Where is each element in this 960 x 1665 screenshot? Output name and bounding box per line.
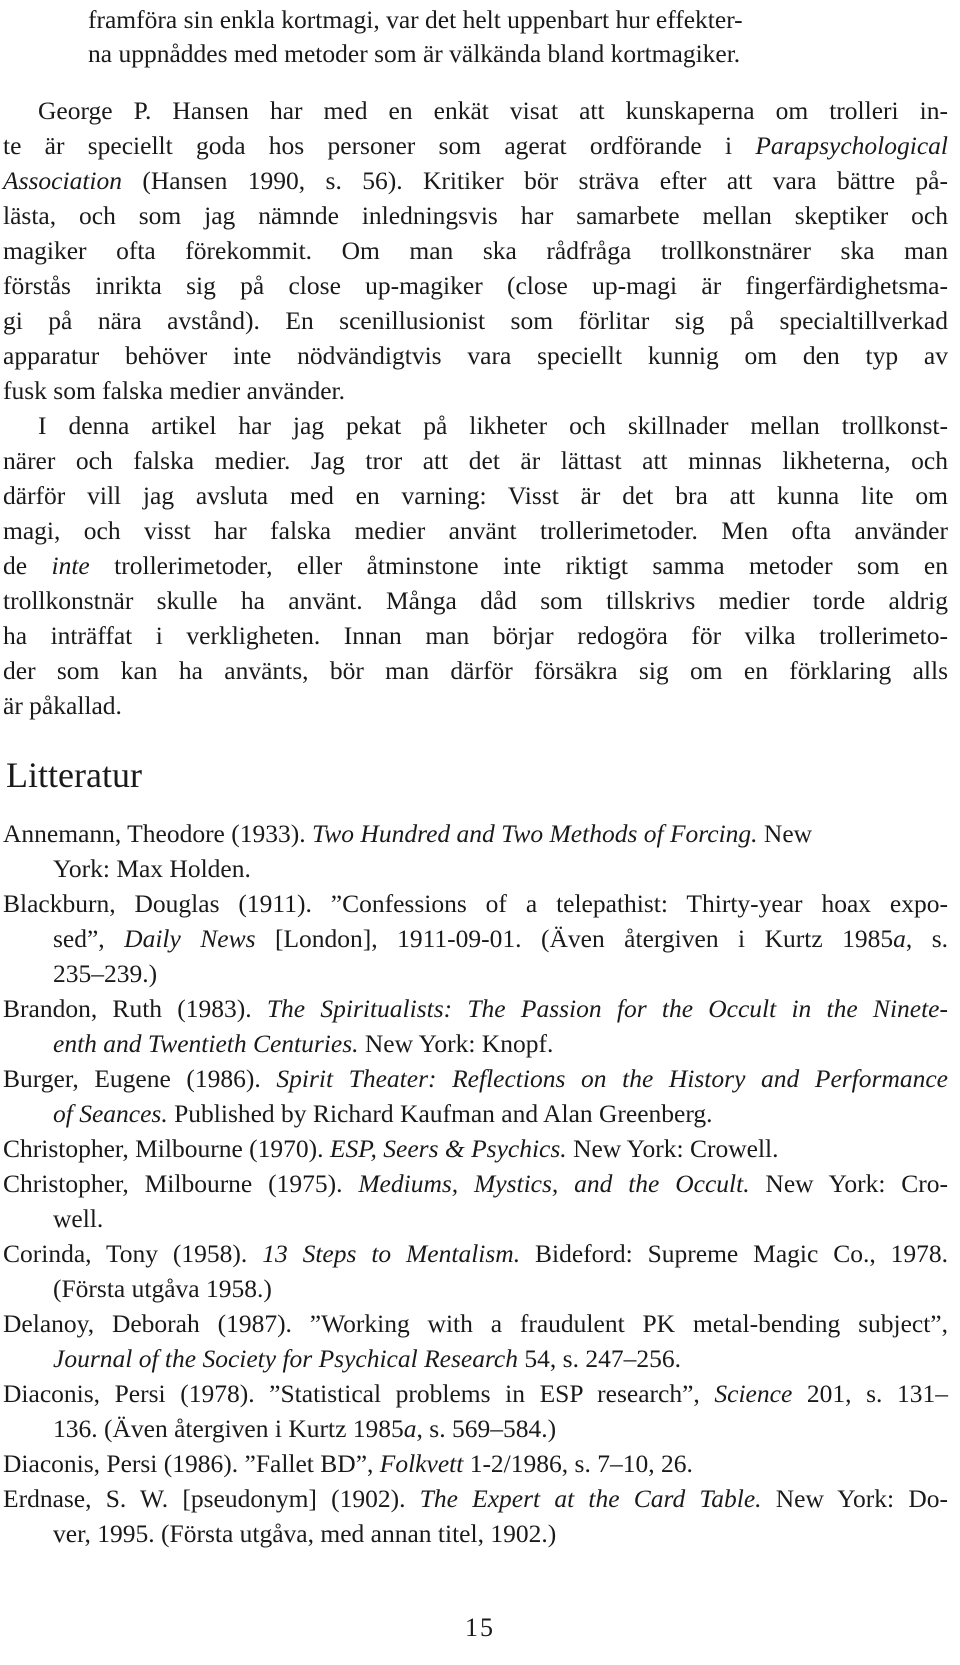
section-heading: Litteratur bbox=[6, 755, 142, 795]
page-number: 15 bbox=[465, 1613, 495, 1642]
italic-text-run: a bbox=[893, 924, 906, 953]
text-line bbox=[3, 513, 948, 549]
text-run: de bbox=[3, 551, 52, 580]
text-run: sed”, bbox=[53, 924, 125, 953]
text-run: na uppnåddes med metoder som är välkända bland kortmagiker. bbox=[88, 39, 741, 68]
text-run: 1-2/1986, s. 7–10, 26. bbox=[463, 1449, 693, 1478]
reference-line bbox=[53, 1411, 960, 1447]
text-run: New York: Cro- bbox=[749, 1169, 948, 1198]
text-run: närer och falska medier. Jag tror att det är lättast att minnas likheterna, och bbox=[3, 446, 948, 475]
text-run: är påkallad. bbox=[3, 691, 122, 720]
text-line bbox=[3, 443, 948, 479]
text-run: lästa, och som jag nämnde inledningsvis har samarbete mellan skeptiker och bbox=[3, 201, 948, 230]
reference-line bbox=[3, 1061, 948, 1097]
text-line bbox=[88, 2, 960, 38]
text-run: well. bbox=[53, 1204, 104, 1233]
text-run: därför vill jag avsluta med en varning: Visst är det bra att kunna lite om bbox=[3, 481, 948, 510]
text-run: Published by Richard Kaufman and Alan Greenberg. bbox=[167, 1099, 713, 1128]
text-line bbox=[3, 653, 948, 689]
text-run: Erdnase, S. W. [pseudonym] (1902). bbox=[3, 1484, 420, 1513]
text-run: Annemann, Theodore (1933). bbox=[3, 819, 312, 848]
text-line bbox=[3, 688, 960, 724]
italic-text-run: Parapsychological bbox=[755, 131, 948, 160]
reference-line bbox=[3, 1446, 960, 1482]
text-run: gi på nära avstånd). En scenillusionist som förlitar sig på specialtillverkad bbox=[3, 306, 948, 335]
text-run: (Första utgåva 1958.) bbox=[53, 1274, 272, 1303]
text-run: framföra sin enkla kortmagi, var det helt uppenbart hur effekter- bbox=[88, 5, 743, 34]
text-run: Diaconis, Persi (1986). ”Fallet BD”, bbox=[3, 1449, 380, 1478]
italic-text-run: Spirit Theater: Reflections on the History and Performance bbox=[276, 1064, 948, 1093]
text-run: New bbox=[757, 819, 813, 848]
text-run: förstås inrikta sig på close up-magiker (close up-magi är fingerfärdighetsma- bbox=[3, 271, 948, 300]
reference-line bbox=[3, 991, 948, 1027]
text-line bbox=[3, 618, 948, 654]
text-run: Brandon, Ruth (1983). bbox=[3, 994, 267, 1023]
text-line bbox=[3, 548, 948, 584]
reference-line bbox=[53, 956, 960, 992]
text-line bbox=[3, 268, 948, 304]
italic-text-run: Association bbox=[3, 166, 122, 195]
italic-text-run: Two Hundred and Two Methods of Forcing. bbox=[312, 819, 758, 848]
italic-text-run: Mediums, Mystics, and the Occult. bbox=[358, 1169, 750, 1198]
reference-line bbox=[3, 1236, 948, 1272]
italic-text-run: inte bbox=[51, 551, 90, 580]
text-run: Delanoy, Deborah (1987). ”Working with a fraudulent PK metal-bending subject”, bbox=[3, 1309, 948, 1338]
text-run: 235–239.) bbox=[53, 959, 158, 988]
text-run: New York: Do- bbox=[761, 1484, 948, 1513]
reference-line bbox=[53, 1341, 960, 1377]
text-run: Christopher, Milbourne (1975). bbox=[3, 1169, 359, 1198]
text-line bbox=[38, 93, 948, 129]
reference-line bbox=[53, 1201, 960, 1237]
text-run: York: Max Holden. bbox=[53, 854, 251, 883]
text-run: New York: Crowell. bbox=[566, 1134, 779, 1163]
reference-line bbox=[53, 921, 948, 957]
text-run: apparatur behöver inte nödvändigtvis vara speciellt kunnig om den typ av bbox=[3, 341, 948, 370]
text-run: magi, och visst har falska medier använt trollerimetoder. Men ofta använder bbox=[3, 516, 948, 545]
text-line bbox=[3, 233, 948, 269]
text-line bbox=[3, 373, 960, 409]
text-run: trollkonstnär skulle ha använt. Många dåd som tillskrivs medier torde aldrig bbox=[3, 586, 948, 615]
reference-line bbox=[53, 851, 960, 887]
text-line bbox=[3, 128, 948, 164]
italic-text-run: Science bbox=[714, 1379, 793, 1408]
text-run: Christopher, Milbourne (1970). bbox=[3, 1134, 330, 1163]
text-run: magiker ofta förekommit. Om man ska rådfråga trollkonstnärer ska man bbox=[3, 236, 948, 265]
text-run: 201, s. 131– bbox=[792, 1379, 948, 1408]
italic-text-run: Journal of the Society for Psychical Research bbox=[53, 1344, 519, 1373]
reference-line bbox=[3, 886, 948, 922]
text-run: ver, 1995. (Första utgåva, med annan titel, 1902.) bbox=[53, 1519, 557, 1548]
text-run: Burger, Eugene (1986). bbox=[3, 1064, 277, 1093]
reference-line bbox=[53, 1026, 960, 1062]
text-line bbox=[3, 583, 948, 619]
text-run: ha inträffat i verkligheten. Innan man börjar redogöra för vilka trollerimeto- bbox=[3, 621, 948, 650]
text-run: , s. bbox=[905, 924, 948, 953]
text-run: 136. (Även återgiven i Kurtz 1985 bbox=[53, 1414, 404, 1443]
italic-text-run: a bbox=[403, 1414, 417, 1443]
text-run: Bideford: Supreme Magic Co., 1978. bbox=[520, 1239, 948, 1268]
text-line bbox=[3, 303, 948, 339]
text-run: George P. Hansen har med en enkät visat att kunskaperna om trolleri in- bbox=[38, 96, 948, 125]
italic-text-run: The Expert at the Card Table. bbox=[419, 1484, 762, 1513]
text-line bbox=[3, 198, 948, 234]
italic-text-run: Folkvett bbox=[379, 1449, 464, 1478]
text-run: fusk som falska medier använder. bbox=[3, 376, 346, 405]
text-run: Corinda, Tony (1958). bbox=[3, 1239, 263, 1268]
reference-line bbox=[3, 1131, 960, 1167]
text-run: 54, s. 247–256. bbox=[518, 1344, 681, 1373]
text-run: I denna artikel har jag pekat på likheter och skillnader mellan trollkonst- bbox=[38, 411, 948, 440]
text-run: (Hansen 1990, s. 56). Kritiker bör sträva efter att vara bättre på- bbox=[122, 166, 948, 195]
reference-line bbox=[53, 1516, 960, 1552]
text-run: [London], 1911-09-01. (Även återgiven i Kurtz 1985 bbox=[255, 924, 894, 953]
italic-text-run: enth and Twentieth Centuries. bbox=[53, 1029, 359, 1058]
text-line bbox=[3, 163, 948, 199]
reference-line bbox=[3, 1376, 948, 1412]
text-line bbox=[38, 408, 948, 444]
text-line bbox=[3, 478, 948, 514]
italic-text-run: ESP, Seers & Psychics. bbox=[329, 1134, 567, 1163]
text-run: Blackburn, Douglas (1911). ”Confessions of a telepathist: Thirty-year hoax expo- bbox=[3, 889, 948, 918]
text-run: te är speciellt goda hos personer som agerat ordförande i bbox=[3, 131, 756, 160]
text-line bbox=[88, 36, 960, 72]
reference-line bbox=[53, 1096, 960, 1132]
reference-line bbox=[3, 1166, 948, 1202]
text-line bbox=[3, 338, 948, 374]
reference-line bbox=[3, 1306, 948, 1342]
italic-text-run: of Seances. bbox=[53, 1099, 168, 1128]
reference-line bbox=[53, 1271, 960, 1307]
text-run: , s. 569–584.) bbox=[416, 1414, 557, 1443]
italic-text-run: 13 Steps to Mentalism. bbox=[262, 1239, 521, 1268]
italic-text-run: Daily News bbox=[124, 924, 256, 953]
text-run: trollerimetoder, eller åtminstone inte riktigt samma metoder som en bbox=[89, 551, 948, 580]
reference-line bbox=[3, 816, 960, 852]
reference-line bbox=[3, 1481, 948, 1517]
text-run: Diaconis, Persi (1978). ”Statistical problems in ESP research”, bbox=[3, 1379, 715, 1408]
text-run: der som kan ha använts, bör man därför försäkra sig om en förklaring alls bbox=[3, 656, 948, 685]
italic-text-run: The Spiritualists: The Passion for the Occult in the Ninete- bbox=[266, 994, 948, 1023]
text-run: New York: Knopf. bbox=[358, 1029, 554, 1058]
